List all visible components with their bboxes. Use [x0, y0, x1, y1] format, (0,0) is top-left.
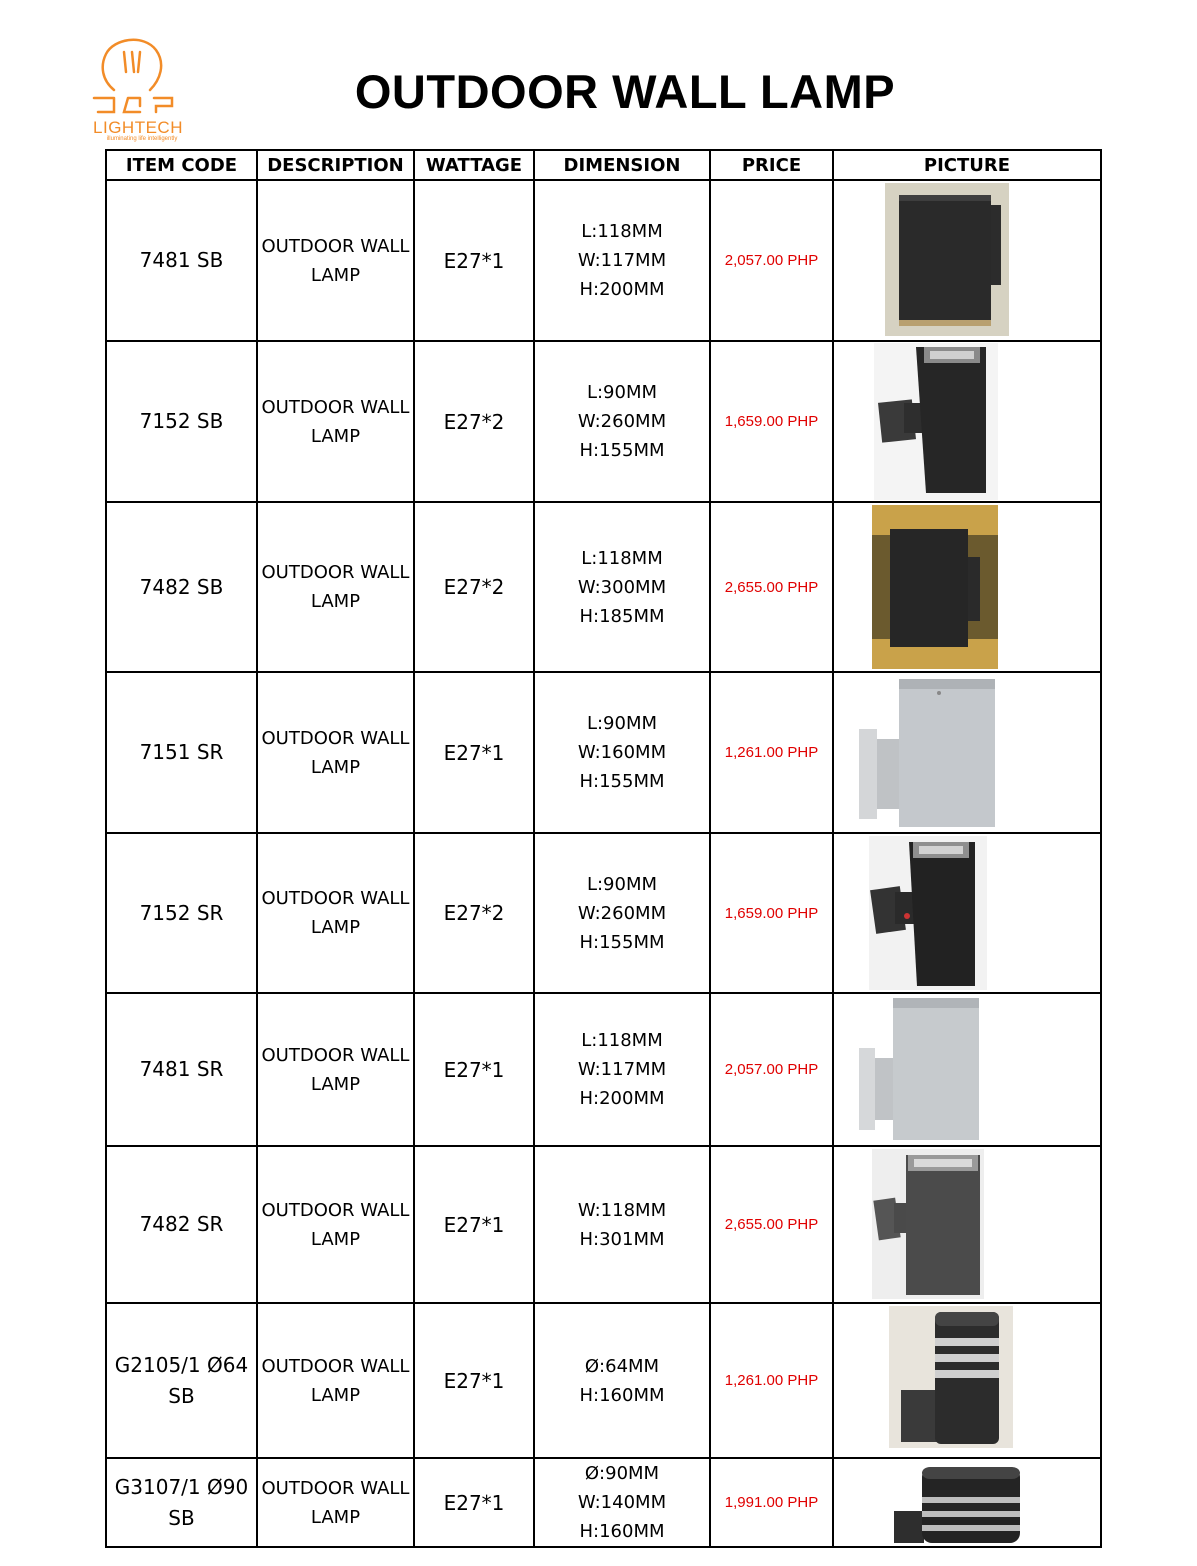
picture-cell	[833, 341, 1101, 502]
lightech-logo	[84, 32, 194, 144]
bulb-logo-icon	[84, 32, 194, 122]
table-row	[106, 1303, 1101, 1458]
black-cylinder-wall-lamp-picture	[894, 1467, 1024, 1543]
description-line: OUTDOOR WALL	[261, 1199, 410, 1221]
dimension-line: W:118MM	[577, 1199, 667, 1221]
wattage: E27*2	[414, 341, 534, 502]
dimension-line: H:155MM	[579, 440, 665, 461]
item-code	[106, 1303, 257, 1458]
header-picture: PICTURE	[833, 150, 1101, 180]
wattage: E27*1	[414, 993, 534, 1146]
description-line: LAMP	[310, 917, 361, 938]
item-code-line: G2105/1 Ø64	[114, 1352, 249, 1377]
description	[257, 672, 414, 833]
header-wattage: WATTAGE	[414, 150, 534, 180]
price: 2,057.00 PHP	[710, 180, 833, 341]
item-code: 7482 SB	[106, 502, 257, 672]
brand-name: LIGHTECH	[93, 118, 183, 137]
dimension	[534, 833, 710, 993]
price: 1,991.00 PHP	[710, 1458, 833, 1547]
dimension	[534, 1458, 710, 1547]
picture-cell	[833, 502, 1101, 672]
dimension	[534, 341, 710, 502]
picture-cell	[833, 180, 1101, 341]
table-row	[106, 672, 1101, 833]
black-square-wall-lamp-lit-picture	[872, 505, 998, 669]
dimension-line: W:117MM	[577, 250, 667, 271]
dark-grey-square-wall-lamp-picture	[872, 1149, 984, 1299]
dimension-line: Ø:64MM	[584, 1355, 660, 1377]
dimension-line: H:200MM	[579, 279, 665, 300]
description-line: OUTDOOR WALL	[261, 1355, 410, 1377]
table-row	[106, 833, 1101, 993]
table-row	[106, 341, 1101, 502]
picture-cell	[833, 1303, 1101, 1458]
picture-cell	[833, 833, 1101, 993]
dimension-line: H:185MM	[579, 605, 665, 627]
description	[257, 341, 414, 502]
black-square-wall-lamp-picture	[885, 183, 1009, 336]
table-row	[106, 502, 1101, 672]
description-line: LAMP	[310, 425, 361, 447]
description	[257, 180, 414, 341]
silver-square-wall-lamp-picture	[857, 996, 983, 1142]
description	[257, 993, 414, 1146]
description-line: LAMP	[310, 1073, 361, 1095]
price: 1,659.00 PHP	[710, 341, 833, 502]
description-line: OUTDOOR WALL	[261, 396, 410, 418]
dimension-line: H:155MM	[579, 931, 665, 953]
item-code	[106, 1458, 257, 1547]
dimension	[534, 502, 710, 672]
price: 1,261.00 PHP	[710, 1303, 833, 1458]
wattage: E27*1	[414, 1303, 534, 1458]
item-code-line: G3107/1 Ø90	[114, 1474, 249, 1499]
dimension-line: L:90MM	[586, 873, 658, 895]
dimension-line: L:118MM	[581, 1030, 663, 1051]
price: 2,057.00 PHP	[710, 993, 833, 1146]
description-line: OUTDOOR WALL	[261, 562, 410, 583]
description-line: OUTDOOR WALL	[261, 235, 410, 257]
dimension	[534, 672, 710, 833]
price: 2,655.00 PHP	[710, 502, 833, 672]
header-dimension: DIMENSION	[534, 150, 710, 180]
description-line: LAMP	[310, 264, 361, 286]
dimension	[534, 1303, 710, 1458]
item-code: 7482 SR	[106, 1146, 257, 1303]
dimension	[534, 180, 710, 341]
header-price: PRICE	[710, 150, 833, 180]
dimension-line: L:90MM	[586, 713, 658, 734]
price-table	[105, 149, 1102, 1548]
picture-cell	[833, 1146, 1101, 1303]
item-code-line: SB	[168, 1505, 195, 1530]
header-item-code: ITEM CODE	[106, 150, 257, 180]
table-row	[106, 180, 1101, 341]
description-line: LAMP	[310, 1384, 361, 1406]
silver-square-wall-lamp-picture	[857, 677, 997, 829]
page-title: OUTDOOR WALL LAMP	[354, 65, 896, 118]
description-line: LAMP	[310, 756, 361, 778]
dimension-line: Ø:90MM	[584, 1463, 660, 1484]
black-cylinder-wall-lamp-picture	[889, 1306, 1013, 1448]
wattage: E27*1	[414, 180, 534, 341]
dimension-line: W:300MM	[577, 576, 667, 598]
dimension-line: L:118MM	[581, 547, 663, 569]
dimension-line: W:260MM	[577, 902, 667, 924]
dimension-line: H:155MM	[579, 771, 665, 792]
dimension-line: L:90MM	[586, 382, 658, 403]
description-line: OUTDOOR WALL	[261, 1477, 410, 1499]
wattage: E27*2	[414, 833, 534, 993]
wattage: E27*2	[414, 502, 534, 672]
wattage: E27*1	[414, 1458, 534, 1547]
brand-tagline: illuminating life intelligently	[106, 136, 178, 142]
picture-cell	[833, 1458, 1101, 1547]
dimension-line: H:160MM	[579, 1521, 665, 1542]
description	[257, 1146, 414, 1303]
dimension-line: L:118MM	[581, 221, 663, 242]
description-line: OUTDOOR WALL	[261, 1044, 410, 1066]
description-line: OUTDOOR WALL	[261, 727, 410, 749]
dimension-line: H:301MM	[579, 1228, 665, 1250]
description	[257, 502, 414, 672]
description	[257, 1458, 414, 1547]
description-line: OUTDOOR WALL	[261, 888, 410, 909]
item-code: 7152 SR	[106, 833, 257, 993]
price: 2,655.00 PHP	[710, 1146, 833, 1303]
price: 1,261.00 PHP	[710, 672, 833, 833]
dimension	[534, 993, 710, 1146]
black-tapered-wall-lamp-picture	[869, 836, 987, 990]
dimension-line: H:200MM	[579, 1088, 665, 1109]
item-code: 7481 SB	[106, 180, 257, 341]
table-row	[106, 1146, 1101, 1303]
table-row	[106, 1458, 1101, 1547]
wattage: E27*1	[414, 1146, 534, 1303]
description-line: LAMP	[310, 591, 361, 612]
header-description: DESCRIPTION	[257, 150, 414, 180]
table-header-row	[106, 150, 1101, 180]
description-line: LAMP	[310, 1228, 361, 1250]
picture-cell	[833, 993, 1101, 1146]
description	[257, 1303, 414, 1458]
black-tapered-wall-lamp-picture	[874, 343, 998, 500]
dimension-line: W:160MM	[577, 742, 667, 763]
item-code-line: SB	[168, 1383, 195, 1408]
dimension-line: W:117MM	[577, 1059, 667, 1080]
dimension-line: W:140MM	[577, 1492, 667, 1513]
table-row	[106, 993, 1101, 1146]
item-code: 7151 SR	[106, 672, 257, 833]
item-code: 7481 SR	[106, 993, 257, 1146]
description-line: LAMP	[310, 1506, 361, 1528]
description	[257, 833, 414, 993]
picture-cell	[833, 672, 1101, 833]
dimension-line: W:260MM	[577, 411, 667, 432]
wattage: E27*1	[414, 672, 534, 833]
price: 1,659.00 PHP	[710, 833, 833, 993]
dimension	[534, 1146, 710, 1303]
dimension-line: H:160MM	[579, 1384, 665, 1406]
item-code: 7152 SB	[106, 341, 257, 502]
